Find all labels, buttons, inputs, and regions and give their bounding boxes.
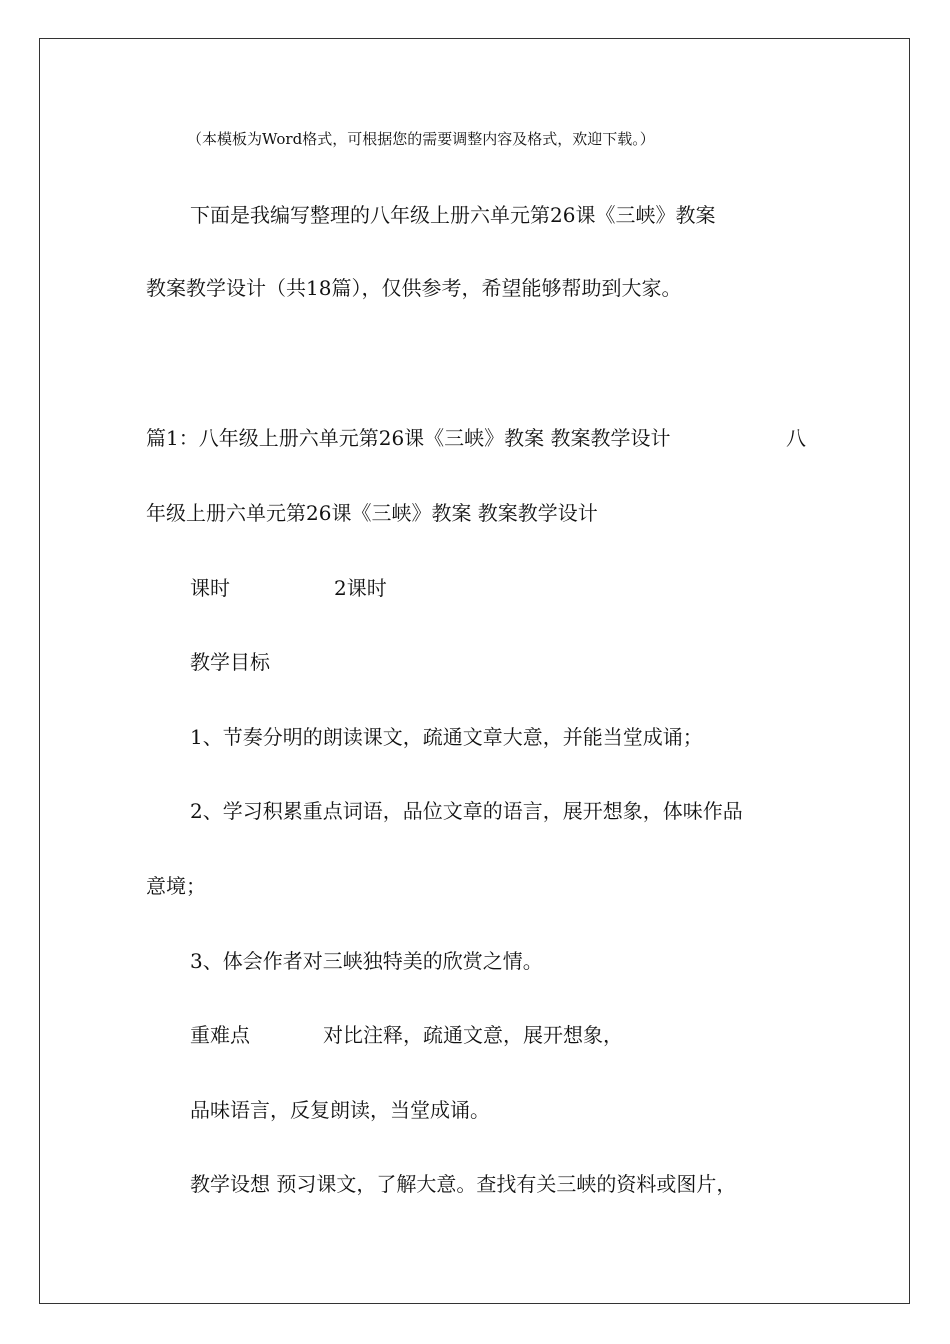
period-row (190, 576, 387, 600)
design-line: 教学设想 预习课文，了解大意。查找有关三峡的资料或图片， (190, 1172, 737, 1196)
intro-line-2: 教案教学设计（共18篇），仅供参考，希望能够帮助到大家。 (146, 276, 682, 300)
difficulty-line-2: 品味语言，反复朗读，当堂成诵。 (190, 1098, 490, 1122)
objective-3: 3、体会作者对三峡独特美的欣赏之情。 (190, 949, 543, 973)
difficulty-value: 对比注释，疏通文意，展开想象， (323, 1023, 623, 1047)
chapter-title-line-1 (146, 426, 806, 450)
objective-2-line-2: 意境； (146, 874, 206, 898)
chapter-title-part-2: 八 (786, 426, 806, 450)
difficulty-label: 重难点 (190, 1023, 250, 1047)
chapter-title-part-1: 篇1：八年级上册六单元第26课《三峡》教案 教案教学设计 (146, 426, 671, 450)
objective-2-line-1: 2、学习积累重点词语，品位文章的语言，展开想象，体味作品 (190, 799, 743, 823)
chapter-title-line-2: 年级上册六单元第26课《三峡》教案 教案教学设计 (146, 501, 598, 525)
objectives-heading: 教学目标 (190, 650, 270, 674)
template-notice: （本模板为Word格式，可根据您的需要调整内容及格式，欢迎下载。） (187, 130, 655, 148)
intro-line-1: 下面是我编写整理的八年级上册六单元第26课《三峡》教案 (190, 203, 716, 227)
difficulty-row (190, 1023, 623, 1047)
objective-1: 1、节奏分明的朗读课文，疏通文章大意，并能当堂成诵； (190, 725, 703, 749)
period-value: 2课时 (334, 576, 387, 600)
period-label: 课时 (190, 576, 230, 600)
